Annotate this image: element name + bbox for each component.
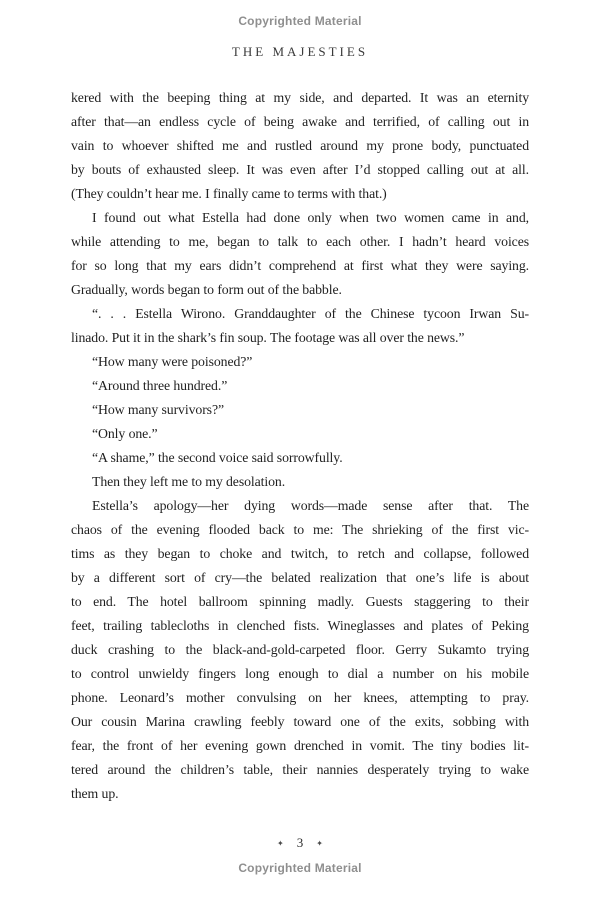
text-line: Then they left me to my desolation. bbox=[92, 474, 286, 489]
text-line: while attending to me, began to talk to each other. I hadn’t heard voices bbox=[71, 234, 529, 249]
paragraph bbox=[71, 398, 529, 422]
diamond-ornament-icon: ✦ bbox=[316, 839, 323, 848]
page-footer bbox=[0, 835, 600, 851]
text-line: feet, trailing tablecloths in clenched fists. Wineglasses and plates of Peking bbox=[71, 618, 529, 633]
text-line: I found out what Estella had done only when two women came in and, bbox=[92, 210, 529, 225]
text-line: chaos of the evening flooded back to me: The shrieking of the first vic- bbox=[71, 522, 529, 537]
text-line: “How many survivors?” bbox=[92, 402, 225, 417]
text-line: tims as they began to choke and twitch, to retch and collapse, followed bbox=[71, 546, 529, 561]
paragraph bbox=[71, 206, 529, 302]
text-line: Our cousin Marina crawling feebly toward one of the exits, sobbing with bbox=[71, 714, 529, 729]
text-line: kered with the beeping thing at my side, and departed. It was an eternity bbox=[71, 90, 529, 105]
page-body bbox=[71, 86, 529, 806]
text-line: fear, the front of her evening gown drenched in vomit. The tiny bodies lit- bbox=[71, 738, 529, 753]
page-number: 3 bbox=[296, 835, 304, 850]
paragraph bbox=[71, 470, 529, 494]
paragraph bbox=[71, 422, 529, 446]
text-line: “Around three hundred.” bbox=[92, 378, 228, 393]
text-line: (They couldn’t hear me. I finally came to terms with that.) bbox=[71, 186, 387, 201]
paragraph bbox=[71, 302, 529, 350]
text-line: by a different sort of cry—the belated realization that one’s life is about bbox=[71, 570, 529, 585]
paragraph bbox=[71, 374, 529, 398]
paragraph bbox=[71, 350, 529, 374]
text-line: after that—an endless cycle of being awake and terrified, of calling out in bbox=[71, 114, 529, 129]
paragraph bbox=[71, 494, 529, 806]
text-line: tered around the children’s table, their nannies desperately trying to wake bbox=[71, 762, 529, 777]
copyright-notice-bottom: Copyrighted Material bbox=[238, 861, 362, 875]
copyright-notice-top: Copyrighted Material bbox=[238, 14, 362, 28]
text-line: by bouts of exhausted sleep. It was even after I’d stopped calling out at all. bbox=[71, 162, 529, 177]
text-line: them up. bbox=[71, 786, 119, 801]
text-line: Estella’s apology—her dying words—made sense after that. The bbox=[92, 498, 529, 513]
running-header-title: THE MAJESTIES bbox=[231, 44, 369, 59]
text-line: for so long that my ears didn’t comprehend at first what they were saying. bbox=[71, 258, 529, 273]
text-line: to control unwieldy fingers long enough to dial a number on his mobile bbox=[71, 666, 529, 681]
text-line: linado. Put it in the shark’s fin soup. The footage was all over the news.” bbox=[71, 330, 465, 345]
text-line: “A shame,” the second voice said sorrowfully. bbox=[92, 450, 343, 465]
text-line: vain to whoever shifted me and rustled around my prone body, punctuated bbox=[71, 138, 529, 153]
text-line: “How many were poisoned?” bbox=[92, 354, 253, 369]
text-line: phone. Leonard’s mother convulsing on her knees, attempting to pray. bbox=[71, 690, 529, 705]
text-line: “Only one.” bbox=[92, 426, 158, 441]
text-line: “. . . Estella Wirono. Granddaughter of the Chinese tycoon Irwan Su- bbox=[92, 306, 529, 321]
paragraph bbox=[71, 446, 529, 470]
text-line: duck crashing to the black-and-gold-carpeted floor. Gerry Sukamto trying bbox=[71, 642, 529, 657]
text-line: to end. The hotel ballroom spinning madly. Guests staggering to their bbox=[71, 594, 529, 609]
text-line: Gradually, words began to form out of the babble. bbox=[71, 282, 342, 297]
diamond-ornament-icon: ✦ bbox=[277, 839, 284, 848]
paragraph bbox=[71, 86, 529, 206]
